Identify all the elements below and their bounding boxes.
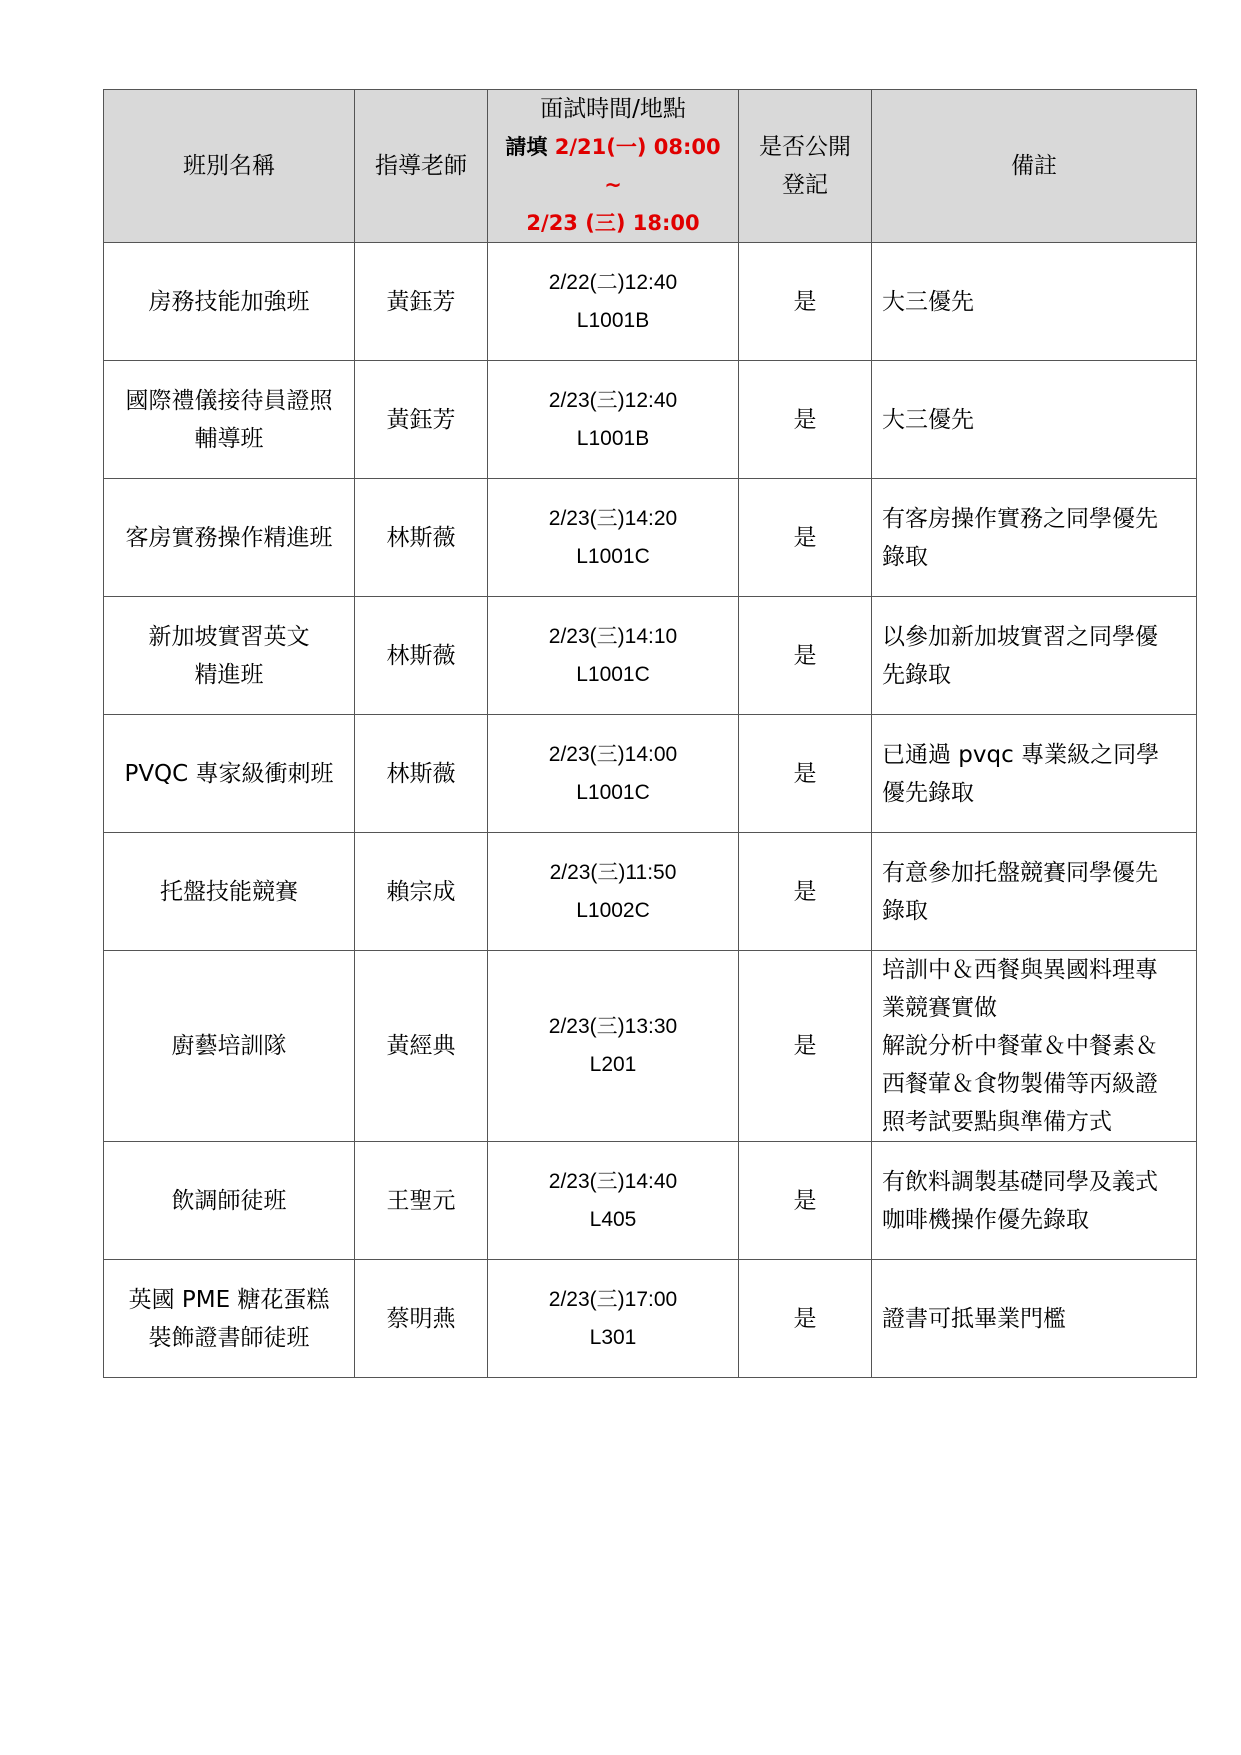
teacher-cell: 黃鈺芳	[355, 243, 488, 361]
remark-line: 業競賽實做	[882, 995, 997, 1021]
table-row	[104, 361, 1197, 479]
remark-line: 解說分析中餐葷＆中餐素＆	[882, 1033, 1158, 1059]
interview-cell	[488, 715, 739, 833]
remark-line: 錄取	[882, 543, 928, 570]
remark-cell	[872, 479, 1197, 597]
header-class-name: 班別名稱	[104, 90, 355, 243]
public-cell: 是	[739, 243, 872, 361]
table-row	[104, 1260, 1197, 1378]
class-name-cell	[104, 479, 355, 597]
header-public	[739, 90, 872, 243]
remark-cell	[872, 361, 1197, 479]
class-name-cell	[104, 597, 355, 715]
interview-time: 2/23(三)12:40	[548, 388, 678, 412]
remark-cell	[872, 1260, 1197, 1378]
interview-time: 2/23(三)13:30	[548, 1015, 678, 1038]
remark-line: 錄取	[882, 897, 928, 924]
class-name-line: 國際禮儀接待員證照	[125, 387, 333, 414]
remark-line: 大三優先	[882, 406, 974, 433]
interview-cell	[488, 833, 739, 951]
class-name-line: PVQC 專家級衝刺班	[124, 760, 334, 787]
interview-room: L1001C	[576, 544, 650, 568]
remark-line: 大三優先	[882, 288, 974, 315]
header-public-line-2: 登記	[782, 172, 828, 198]
class-name-line: 輔導班	[194, 425, 264, 452]
remark-line: 以參加新加坡實習之同學優	[882, 623, 1158, 650]
header-interview-title: 面試時間/地點	[540, 96, 686, 122]
interview-time: 2/23(三)14:40	[548, 1169, 678, 1193]
interview-cell	[488, 479, 739, 597]
remark-line: 照考試要點與準備方式	[882, 1109, 1112, 1135]
remark-line: 證書可抵畢業門檻	[882, 1305, 1066, 1332]
interview-room: L201	[589, 1053, 637, 1076]
header-teacher: 指導老師	[355, 90, 488, 243]
interview-cell	[488, 361, 739, 479]
public-cell: 是	[739, 597, 872, 715]
header-interview	[488, 90, 739, 243]
public-cell: 是	[739, 833, 872, 951]
remark-line: 先錄取	[882, 661, 951, 688]
interview-room: L1002C	[576, 898, 650, 922]
public-cell: 是	[739, 951, 872, 1142]
teacher-cell: 黃鈺芳	[355, 361, 488, 479]
table-row	[104, 833, 1197, 951]
table-row	[104, 479, 1197, 597]
interview-cell	[488, 951, 739, 1142]
class-name-line: 飲調師徒班	[171, 1187, 287, 1214]
class-name-cell	[104, 715, 355, 833]
remark-cell	[872, 1142, 1197, 1260]
remark-cell	[872, 833, 1197, 951]
remark-line: 優先錄取	[882, 779, 974, 806]
interview-time: 2/22(二)12:40	[548, 270, 678, 294]
interview-room: L1001B	[576, 426, 650, 450]
class-name-line: 裝飾證書師徒班	[148, 1324, 310, 1351]
interview-cell	[488, 243, 739, 361]
header-interview-note-range-end: 2/23 (三) 18:00	[526, 211, 700, 235]
teacher-cell: 林斯薇	[355, 715, 488, 833]
table-row	[104, 715, 1197, 833]
interview-time: 2/23(三)14:00	[548, 742, 678, 766]
public-cell: 是	[739, 479, 872, 597]
class-name-cell	[104, 1260, 355, 1378]
class-name-line: 房務技能加強班	[148, 288, 310, 315]
interview-room: L1001C	[576, 780, 650, 804]
table-row	[104, 243, 1197, 361]
remark-cell	[872, 597, 1197, 715]
interview-cell	[488, 1142, 739, 1260]
remark-line: 西餐葷＆食物製備等丙級證	[882, 1071, 1158, 1097]
interview-time: 2/23(三)11:50	[549, 860, 677, 884]
class-name-cell	[104, 1142, 355, 1260]
remark-line: 有客房操作實務之同學優先	[882, 505, 1158, 532]
header-remarks: 備註	[872, 90, 1197, 243]
teacher-cell: 蔡明燕	[355, 1260, 488, 1378]
interview-room: L301	[589, 1325, 637, 1349]
remark-cell	[872, 951, 1197, 1142]
header-interview-note-label: 請填	[505, 135, 548, 159]
class-name-cell	[104, 361, 355, 479]
class-name-line: 精進班	[194, 661, 264, 688]
interview-room: L405	[589, 1207, 637, 1231]
table-row	[104, 1142, 1197, 1260]
interview-time: 2/23(三)14:10	[548, 624, 678, 648]
teacher-cell: 王聖元	[355, 1142, 488, 1260]
remark-line: 有飲料調製基礎同學及義式	[882, 1168, 1158, 1195]
header-interview-note-line-1	[498, 128, 728, 204]
teacher-cell: 林斯薇	[355, 597, 488, 715]
interview-time: 2/23(三)17:00	[548, 1287, 678, 1311]
remark-cell	[872, 715, 1197, 833]
class-name-cell	[104, 243, 355, 361]
class-name-cell	[104, 951, 355, 1142]
interview-room: L1001C	[576, 662, 650, 686]
class-name-line: 新加坡實習英文	[148, 623, 310, 650]
remark-line: 培訓中＆西餐與異國料理專	[882, 957, 1158, 983]
class-name-line: 客房實務操作精進班	[125, 524, 333, 551]
remark-line: 已通過 pvqc 專業級之同學	[882, 741, 1160, 768]
public-cell: 是	[739, 361, 872, 479]
header-public-line-1: 是否公開	[759, 134, 851, 160]
teacher-cell: 林斯薇	[355, 479, 488, 597]
remark-line: 咖啡機操作優先錄取	[882, 1206, 1089, 1233]
teacher-cell: 賴宗成	[355, 833, 488, 951]
class-name-line: 托盤技能競賽	[160, 878, 298, 905]
remark-cell	[872, 243, 1197, 361]
interview-room: L1001B	[576, 308, 650, 332]
interview-cell	[488, 1260, 739, 1378]
header-interview-note-range-start: 2/21(一) 08:00 ~	[554, 135, 721, 197]
class-name-cell	[104, 833, 355, 951]
class-name-line: 英國 PME 糖花蛋糕	[128, 1286, 330, 1313]
remark-line: 有意參加托盤競賽同學優先	[882, 859, 1158, 886]
table-row	[104, 597, 1197, 715]
public-cell: 是	[739, 715, 872, 833]
public-cell: 是	[739, 1142, 872, 1260]
table-row	[104, 951, 1197, 1142]
table-header-row	[104, 90, 1197, 243]
class-schedule-table	[103, 89, 1197, 1378]
class-name-line: 廚藝培訓隊	[171, 1033, 287, 1059]
teacher-cell: 黃經典	[355, 951, 488, 1142]
public-cell: 是	[739, 1260, 872, 1378]
table-body	[104, 243, 1197, 1378]
interview-cell	[488, 597, 739, 715]
interview-time: 2/23(三)14:20	[548, 506, 678, 530]
